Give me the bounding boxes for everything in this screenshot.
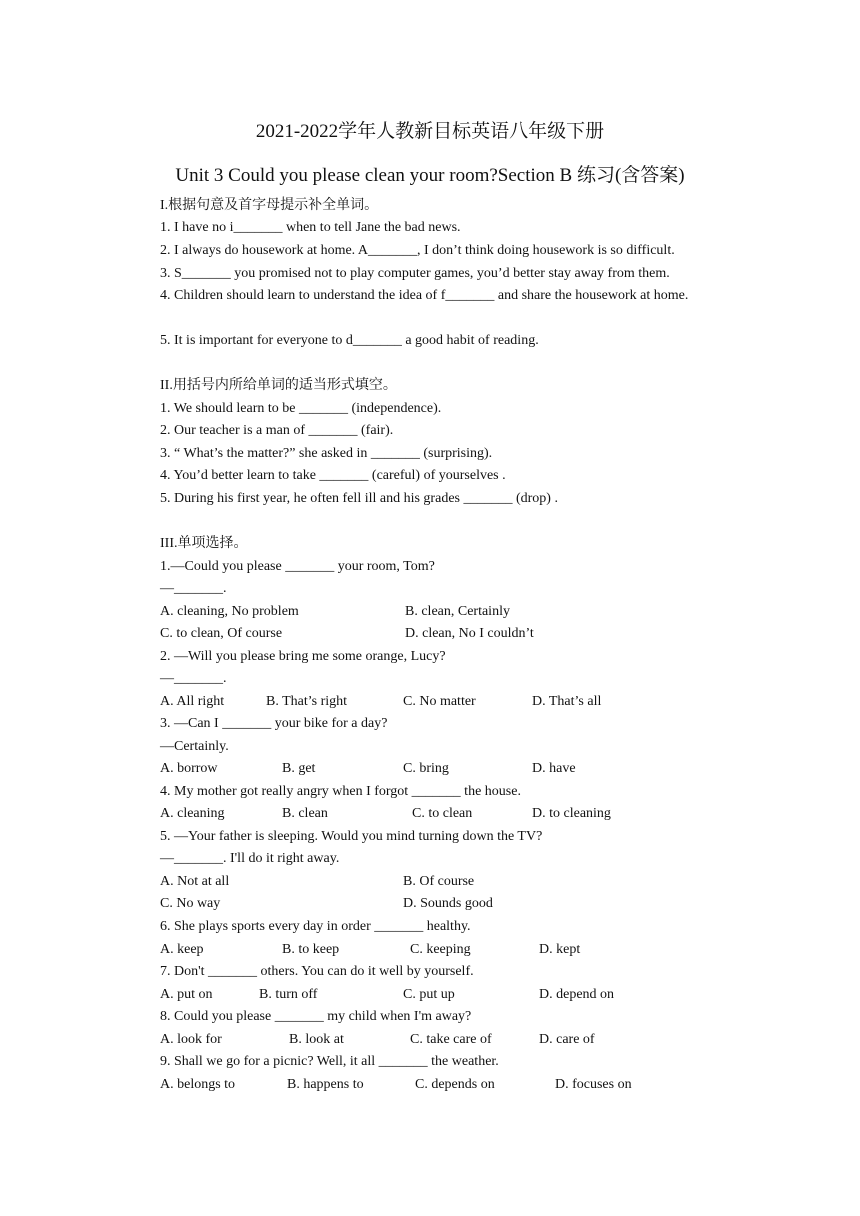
question-4-stem: 4. My mother got really angry when I forgot _______ the house. bbox=[160, 784, 521, 799]
question-1-option-a: A. cleaning, No problem bbox=[160, 604, 299, 619]
question-8-option-c: C. take care of bbox=[410, 1032, 492, 1047]
section1-item-1: 1. I have no i_______ when to tell Jane the bad news. bbox=[160, 220, 461, 235]
question-7-option-d: D. depend on bbox=[539, 987, 615, 1002]
question-9-option-b: B. happens to bbox=[287, 1077, 364, 1092]
question-3-option-c: C. bring bbox=[403, 761, 449, 776]
question-7-option-a: A. put on bbox=[160, 987, 213, 1002]
question-3-reply: —Certainly. bbox=[160, 739, 229, 754]
question-7-stem: 7. Don't _______ others. You can do it well by yourself. bbox=[160, 964, 474, 979]
question-1-reply: —_______. bbox=[160, 581, 227, 596]
section1-item-5: 5. It is important for everyone to d_______ a good habit of reading. bbox=[160, 333, 539, 348]
section3-heading: III.单项选择。 bbox=[160, 536, 248, 551]
question-5-option-a: A. Not at all bbox=[160, 874, 230, 889]
question-6-option-a: A. keep bbox=[160, 942, 204, 957]
question-9-option-d: D. focuses on bbox=[555, 1077, 632, 1092]
question-2-stem: 2. —Will you please bring me some orange, Lucy? bbox=[160, 649, 446, 664]
question-7-option-b: B. turn off bbox=[259, 987, 318, 1002]
question-3-option-d: D. have bbox=[532, 761, 576, 776]
question-3-stem: 3. —Can I _______ your bike for a day? bbox=[160, 716, 388, 731]
question-3-option-b: B. get bbox=[282, 761, 316, 776]
question-4-option-b: B. clean bbox=[282, 806, 328, 821]
question-2-reply: —_______. bbox=[160, 671, 227, 686]
question-1-option-d: D. clean, No I couldn’t bbox=[405, 626, 534, 641]
question-1-option-c: C. to clean, Of course bbox=[160, 626, 283, 641]
question-6-option-d: D. kept bbox=[539, 942, 581, 957]
section1-heading: I.根据句意及首字母提示补全单词。 bbox=[160, 198, 379, 213]
question-9-option-a: A. belongs to bbox=[160, 1077, 236, 1092]
document-title: 2021-2022学年人教新目标英语八年级下册 bbox=[255, 121, 605, 142]
question-2-option-d: D. That’s all bbox=[532, 694, 602, 709]
section1-item-2: 2. I always do housework at home. A_______, I don’t think doing housework is so difficult. bbox=[160, 243, 675, 258]
question-5-reply: —_______. I'll do it right away. bbox=[160, 851, 340, 866]
question-9-stem: 9. Shall we go for a picnic? Well, it all _______ the weather. bbox=[160, 1054, 499, 1069]
question-5-option-d: D. Sounds good bbox=[403, 896, 493, 911]
section2-heading: II.用括号内所给单词的适当形式填空。 bbox=[160, 378, 397, 393]
question-1-option-b: B. clean, Certainly bbox=[405, 604, 510, 619]
question-5-option-b: B. Of course bbox=[403, 874, 475, 889]
question-8-option-a: A. look for bbox=[160, 1032, 222, 1047]
question-2-option-a: A. All right bbox=[160, 694, 225, 709]
question-4-option-d: D. to cleaning bbox=[532, 806, 611, 821]
question-8-option-d: D. care of bbox=[539, 1032, 595, 1047]
section1-item-4: 4. Children should learn to understand the idea of f_______ and share the housework at home. bbox=[160, 288, 689, 303]
question-2-option-c: C. No matter bbox=[403, 694, 476, 709]
section1-item-3: 3. S_______ you promised not to play computer games, you’d better stay away from them. bbox=[160, 266, 670, 281]
question-9-option-c: C. depends on bbox=[415, 1077, 495, 1092]
question-5-option-c: C. No way bbox=[160, 896, 221, 911]
question-5-stem: 5. —Your father is sleeping. Would you mind turning down the TV? bbox=[160, 829, 543, 844]
question-8-stem: 8. Could you please _______ my child when I'm away? bbox=[160, 1009, 472, 1024]
question-8-option-b: B. look at bbox=[289, 1032, 344, 1047]
section2-item-3: 3. “ What’s the matter?” she asked in _______ (surprising). bbox=[160, 446, 493, 461]
section2-item-2: 2. Our teacher is a man of _______ (fair). bbox=[160, 423, 394, 438]
section2-item-5: 5. During his first year, he often fell ill and his grades _______ (drop) . bbox=[160, 491, 558, 506]
question-3-option-a: A. borrow bbox=[160, 761, 218, 776]
question-7-option-c: C. put up bbox=[403, 987, 455, 1002]
section2-item-1: 1. We should learn to be _______ (independence). bbox=[160, 401, 442, 416]
question-1-stem: 1.—Could you please _______ your room, Tom? bbox=[160, 559, 435, 574]
question-4-option-c: C. to clean bbox=[412, 806, 473, 821]
question-6-option-c: C. keeping bbox=[410, 942, 471, 957]
question-2-option-b: B. That’s right bbox=[266, 694, 348, 709]
question-4-option-a: A. cleaning bbox=[160, 806, 225, 821]
question-6-stem: 6. She plays sports every day in order _______ healthy. bbox=[160, 919, 471, 934]
question-6-option-b: B. to keep bbox=[282, 942, 340, 957]
document-subtitle: Unit 3 Could you please clean your room?Section B 练习(含答案) bbox=[175, 165, 685, 186]
section2-item-4: 4. You’d better learn to take _______ (careful) of yourselves . bbox=[160, 468, 506, 483]
